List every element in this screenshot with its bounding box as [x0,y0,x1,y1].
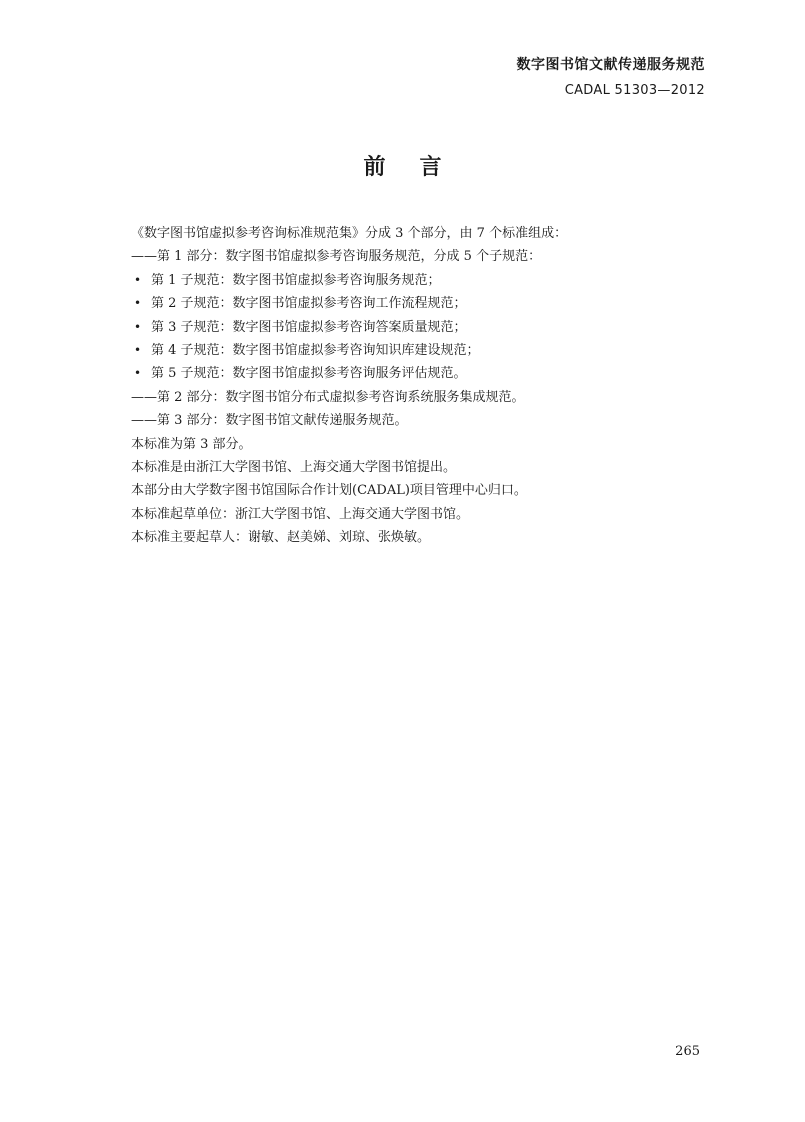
bullet-icon: • [134,272,142,287]
paragraph-line: 本标准起草单位：浙江大学图书馆、上海交通大学图书馆。 [131,506,470,522]
standard-title: 数字图书馆文献传递服务规范 [516,57,705,73]
paragraph-line: ——第 3 部分：数字图书馆文献传递服务规范。 [131,413,408,429]
bullet-item [131,292,711,315]
bullet-item [131,269,711,292]
paragraph-line: 本标准主要起草人：谢敏、赵美娣、刘琼、张焕敏。 [131,530,431,546]
paragraph-line: 本标准为第 3 部分。 [131,436,252,452]
bullet-text: 第 1 子规范：数字图书馆虚拟参考咨询服务规范； [151,272,441,288]
bullet-icon: • [134,296,142,311]
bullet-item [131,339,711,362]
page-number: 265 [675,1044,700,1059]
foreword-body [131,222,711,549]
bullet-icon: • [134,366,142,381]
bullet-item [131,316,711,339]
bullet-icon: • [134,342,142,357]
paragraph-line: ——第 2 部分：数字图书馆分布式虚拟参考咨询系统服务集成规范。 [131,389,525,405]
paragraph-line: 本标准是由浙江大学图书馆、上海交通大学图书馆提出。 [131,459,457,475]
running-header [517,54,706,102]
paragraph-line: 《数字图书馆虚拟参考咨询标准规范集》分成 3 个部分，由 7 个标准组成： [131,226,568,241]
bullet-text: 第 2 子规范：数字图书馆虚拟参考咨询工作流程规范； [151,296,467,312]
bullet-item [131,362,711,385]
section-heading: 前言 [363,155,476,180]
bullet-text: 第 5 子规范：数字图书馆虚拟参考咨询服务评估规范。 [151,366,467,382]
paragraph-line: 本部分由大学数字图书馆国际合作计划(CADAL)项目管理中心归口。 [131,483,527,499]
standard-code: CADAL 51303—2012 [564,83,705,98]
bullet-text: 第 3 子规范：数字图书馆虚拟参考咨询答案质量规范； [151,319,467,335]
bullet-icon: • [134,319,142,334]
bullet-text: 第 4 子规范：数字图书馆虚拟参考咨询知识库建设规范； [151,342,480,358]
paragraph-line: ——第 1 部分：数字图书馆虚拟参考咨询服务规范，分成 5 个子规范： [131,249,542,265]
